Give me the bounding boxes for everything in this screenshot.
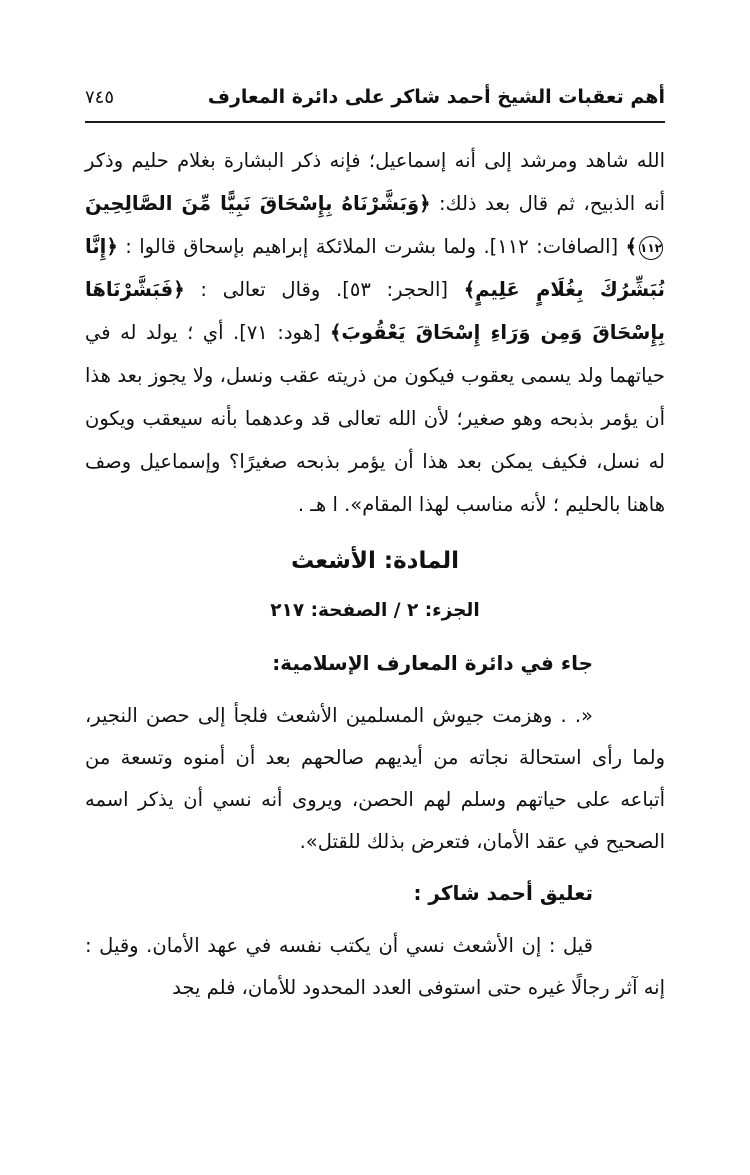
tafsir-text-segment: الله شاهد ومرشد إلى أنه إسماعيل؛ فإنه ذكر البشارة بغلام حليم وذكر أنه الذبيح، ثم قال بعد ذلك: bbox=[85, 149, 665, 215]
running-title: أهم تعقبات الشيخ أحمد شاكر على دائرة المعارف bbox=[207, 86, 665, 108]
shakir-comment-heading: تعليق أحمد شاكر : bbox=[413, 881, 593, 905]
encyclopedia-quote-paragraph: «. . وهزمت جيوش المسلمين الأشعث فلجأ إلى حصن النجير، ولما رأى استحالة نجاته من أيديهم صالحهم بعد أن أمنوه وتسعة من أتباعه على حياتهم وسلم لهم الحصن، ويروى أنه نسي أن يذكر اسمه الصحيح في عقد الأمان، فتعرض بذلك للقتل». bbox=[85, 704, 665, 853]
tafsir-paragraph bbox=[85, 139, 665, 526]
quran-verse-hud: ﴿فَبَشَّرْنَاهَا بِإِسْحَاقَ وَمِن وَرَاءِ إِسْحَاقَ يَعْقُوبَ﴾ bbox=[85, 278, 666, 344]
quran-verse-hijr: ﴿إِنَّا نُبَشِّرُكَ بِغُلَامٍ عَلِيمٍ﴾ bbox=[85, 235, 665, 301]
verse-reference-saffat: [الصافات: ١١٢]. ولما بشرت الملائكة إبراهيم بإسحاق قالوا : bbox=[117, 235, 626, 258]
ayah-number-badge: ١١٢ bbox=[639, 236, 663, 260]
quran-verse-close-ornament: ﴾ bbox=[625, 235, 637, 258]
tafsir-text-segment-end: [هود: ٧١]. أي ؛ يولد له في حياتهما ولد يسمى يعقوب فيكون من ذريته عقب ونسل، ولا يجوز بعد هذا أن يؤمر بذبحه وهو صغير؛ لأن الله تعالى قد وعدهما بأنه سيعقب ويكون له نسل، فكيف يمكن بعد هذا أن يؤمر بذبحه صغيرًا؟ وإسماعيل وصف هاهنا بالحليم ؛ لأنه مناسب لهذا المقام». ا هـ . bbox=[85, 321, 665, 516]
quran-verse-saffat: ﴿وَبَشَّرْنَاهُ بِإِسْحَاقَ نَبِيًّا مِّنَ الصَّالِحِينَ bbox=[85, 192, 431, 215]
encyclopedia-quote-heading: جاء في دائرة المعارف الإسلامية: bbox=[272, 651, 593, 675]
page-header bbox=[85, 86, 665, 123]
shakir-comment-paragraph: قيل : إن الأشعث نسي أن يكتب نفسه في عهد الأمان. وقيل : إنه آثر رجالًا غيره حتى استوفى العدد المحدود للأمان، فلم يجد bbox=[85, 934, 665, 999]
entry-volume-page-heading: الجزء: ٢ / الصفحة: ٢١٧ bbox=[270, 600, 480, 621]
page-number: ٧٤٥ bbox=[85, 87, 115, 108]
entry-title-heading: المادة: الأشعث bbox=[290, 548, 460, 574]
verse-reference-hijr: [الحجر: ٥٣]. وقال تعالى : bbox=[184, 278, 464, 301]
